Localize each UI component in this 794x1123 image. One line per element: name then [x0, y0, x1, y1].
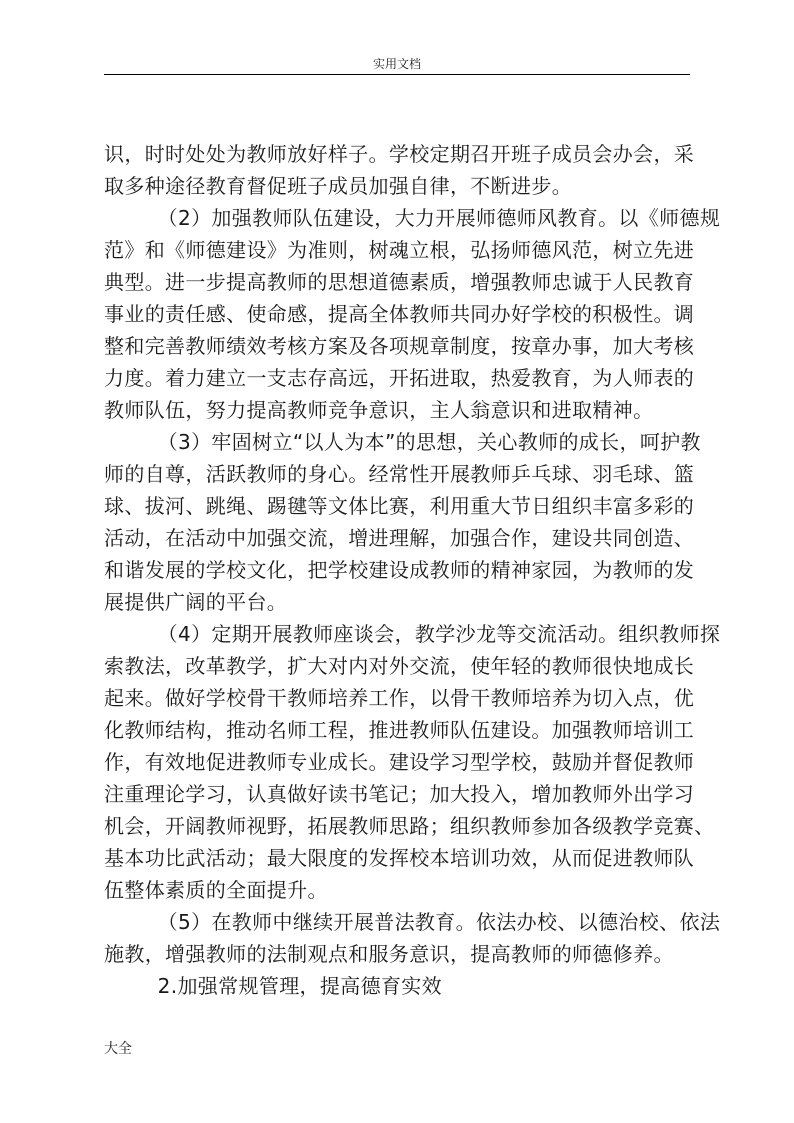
- body-line: 师的自尊，活跃教师的身心。经常性开展教师乒乓球、羽毛球、篮: [104, 462, 695, 486]
- page-footer: [104, 1040, 132, 1058]
- body-line: 活动，在活动中加强交流，增进理解，加强合作，建设共同创造、: [104, 526, 695, 550]
- footer-label: 大全: [104, 1041, 132, 1057]
- body-line: （2）加强教师队伍建设，大力开展师德师风教育。以《师德规: [104, 206, 721, 230]
- body-line: 力度。着力建立一支志存高远，开拓进取，热爱教育，为人师表的: [104, 366, 695, 390]
- body-line: 展提供广阔的平台。: [104, 590, 288, 614]
- body-line: 基本功比武活动；最大限度的发挥校本培训功效，从而促进教师队: [104, 846, 695, 870]
- body-line: 化教师结构，推动名师工程，推进教师队伍建设。加强教师培训工: [104, 718, 695, 742]
- body-line: 施教，增强教师的法制观点和服务意识，提高教师的师德修养。: [104, 942, 674, 966]
- body-line: 索教法，改革教学，扩大对内对外交流，使年轻的教师很快地成长: [104, 654, 695, 678]
- header-title: 实用文档: [372, 57, 421, 71]
- page-header: [104, 56, 690, 75]
- body-line: 2.加强常规管理，提高德育实效: [104, 974, 442, 998]
- body-line: 教师队伍，努力提高教师竞争意识，主人翁意识和进取精神。: [104, 398, 654, 422]
- body-line: 事业的责任感、使命感，提高全体教师共同办好学校的积极性。调: [104, 302, 695, 326]
- body-line: 典型。进一步提高教师的思想道德素质，增强教师忠诚于人民教育: [104, 270, 695, 294]
- body-line: 作，有效地促进教师专业成长。建设学习型学校，鼓励并督促教师: [104, 750, 695, 774]
- body-line: 起来。做好学校骨干教师培养工作，以骨干教师培养为切入点，优: [104, 686, 695, 710]
- body-line: 机会，开阔教师视野，拓展教师思路；组织教师参加各级教学竞赛、: [104, 814, 715, 838]
- body-line: （5）在教师中继续开展普法教育。依法办校、以德治校、依法: [104, 910, 721, 934]
- body-line: 取多种途径教育督促班子成员加强自律，不断进步。: [104, 174, 573, 198]
- body-line: 范》和《师德建设》为准则，树魂立根，弘扬师德风范，树立先进: [104, 238, 695, 262]
- body-line: 伍整体素质的全面提升。: [104, 878, 328, 902]
- body-line: 和谐发展的学校文化，把学校建设成教师的精神家园，为教师的发: [104, 558, 695, 582]
- document-body: [104, 138, 721, 1002]
- body-line: 注重理论学习，认真做好读书笔记；加大投入，增加教师外出学习: [104, 782, 695, 806]
- body-line: （4）定期开展教师座谈会，教学沙龙等交流活动。组织教师探: [104, 622, 721, 646]
- body-line: 球、拔河、跳绳、踢毽等文体比赛，利用重大节日组织丰富多彩的: [104, 494, 695, 518]
- body-line: 整和完善教师绩效考核方案及各项规章制度，按章办事，加大考核: [104, 334, 695, 358]
- body-line: 识，时时处处为教师放好样子。学校定期召开班子成员会办会，采: [104, 142, 695, 166]
- body-line: （3）牢固树立“以人为本”的思想，关心教师的成长，呵护教: [104, 430, 701, 454]
